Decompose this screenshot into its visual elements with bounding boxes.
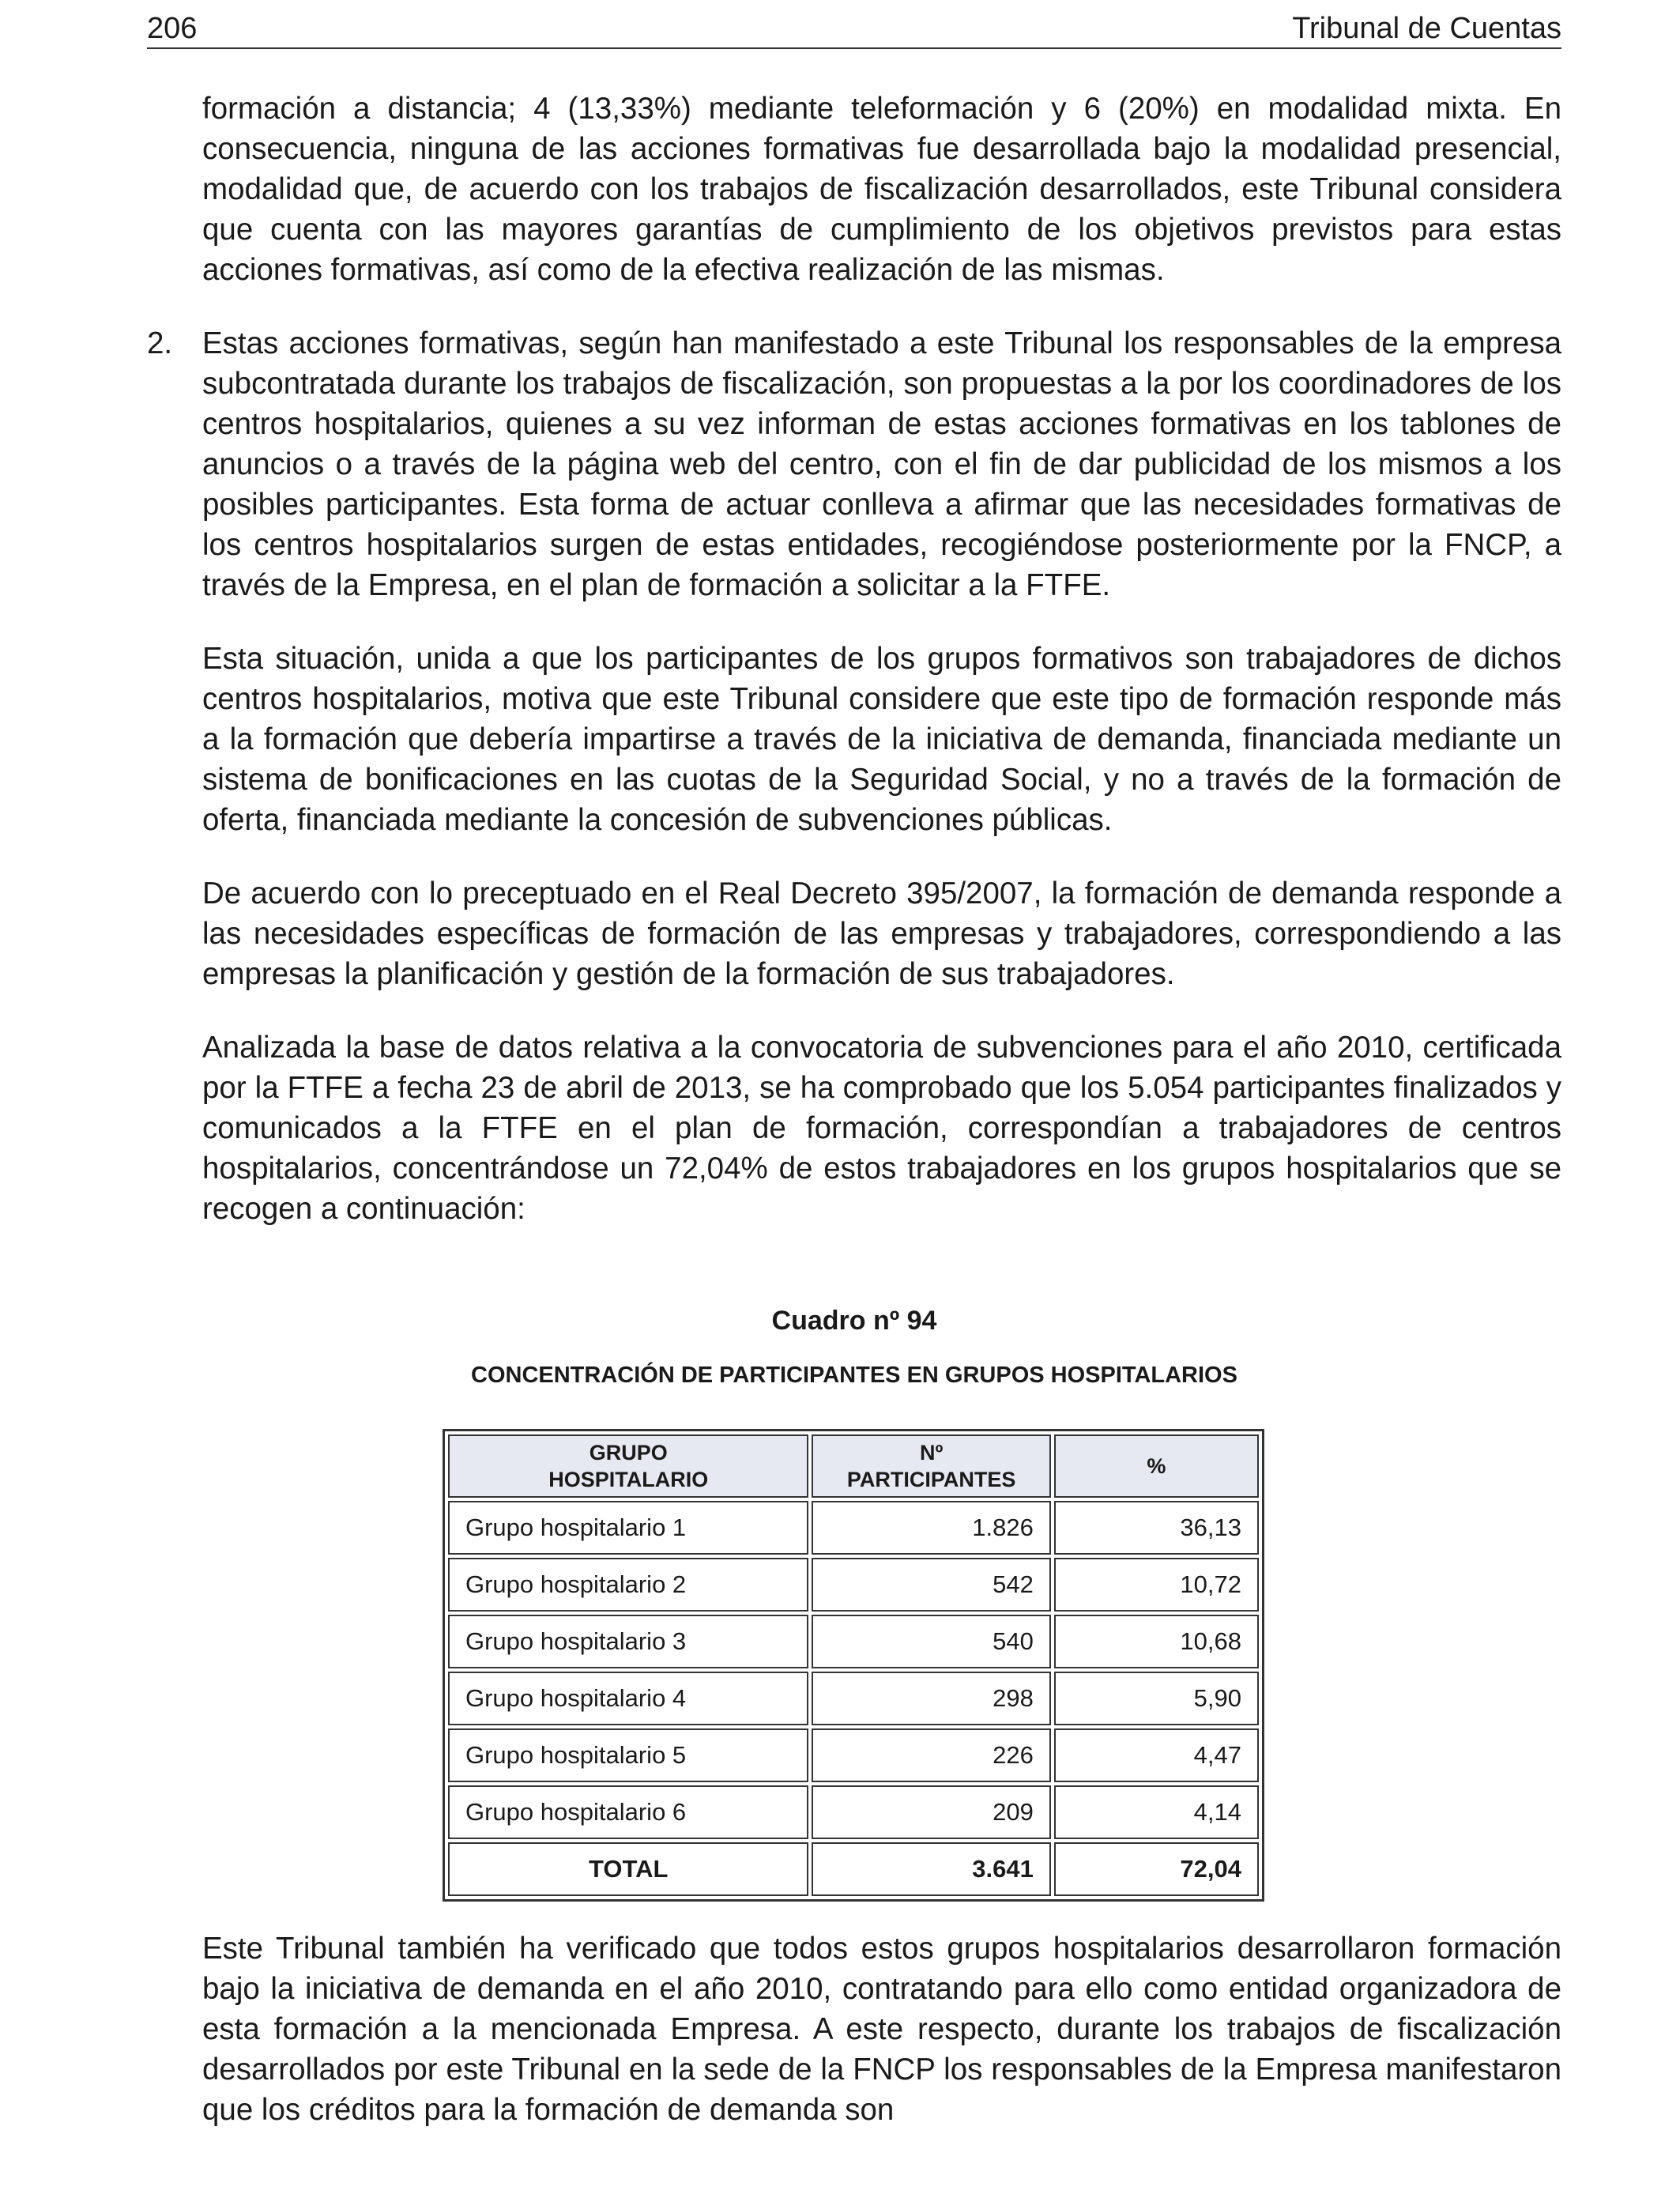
page-number: 206 — [147, 12, 198, 45]
column-header-percent: % — [1054, 1434, 1259, 1498]
table-row — [448, 1501, 1259, 1555]
table-title: CONCENTRACIÓN DE PARTICIPANTES EN GRUPOS HOSPITALARIOS — [471, 1363, 1237, 1388]
cell-group: Grupo hospitalario 4 — [448, 1672, 808, 1725]
table-row — [448, 1728, 1259, 1782]
table-row — [448, 1615, 1259, 1668]
column-header-participants: Nº PARTICIPANTES — [812, 1434, 1050, 1498]
cell-percent: 36,13 — [1054, 1501, 1259, 1555]
table-row — [448, 1785, 1259, 1839]
table-caption: Cuadro nº 94 — [771, 1306, 937, 1336]
paragraph: Analizada la base de datos relativa a la convocatoria de subvenciones para el año 2010, certificada por la FTFE a fecha 23 de abril de 2013, se ha comprobado que los 5.054 participantes finalizados y comunicados a la FTFE en el plan de formación, correspondían a trabajadores de centros hospitalarios, concentrándose un 72,04% de estos trabajadores en los grupos hospitalarios que se recogen a continuación: — [202, 1031, 1561, 1226]
table-row — [448, 1672, 1259, 1725]
cell-participants: 542 — [812, 1558, 1050, 1612]
running-title: Tribunal de Cuentas — [1292, 12, 1561, 45]
cell-group: Grupo hospitalario 5 — [448, 1728, 808, 1782]
cell-participants: 298 — [812, 1672, 1050, 1725]
cell-total-label: TOTAL — [448, 1842, 808, 1896]
list-number: 2. — [147, 326, 173, 360]
cell-percent: 10,72 — [1054, 1558, 1259, 1612]
cell-percent: 5,90 — [1054, 1672, 1259, 1725]
body-text — [147, 89, 1561, 1262]
cell-group: Grupo hospitalario 2 — [448, 1558, 808, 1612]
cell-participants: 226 — [812, 1728, 1050, 1782]
paragraph: formación a distancia; 4 (13,33%) mediante teleformación y 6 (20%) en modalidad mixta. En consecuencia, ninguna de las acciones formativas fue desarrollada bajo la modalidad presencial, modalidad que, de acuerdo con los trabajos de fiscalización desarrollados, este Tribunal considera que cuenta con las mayores garantías de cumplimiento de los objetivos previstos para estas acciones formativas, así como de la efectiva realización de las mismas. — [202, 92, 1561, 287]
cell-percent: 4,14 — [1054, 1785, 1259, 1839]
cell-group: Grupo hospitalario 3 — [448, 1615, 808, 1668]
cell-total-participants: 3.641 — [812, 1842, 1050, 1896]
cell-percent: 10,68 — [1054, 1615, 1259, 1668]
column-header-group: GRUPO HOSPITALARIO — [448, 1434, 808, 1498]
table-header-row — [448, 1434, 1259, 1498]
cell-group: Grupo hospitalario 6 — [448, 1785, 808, 1839]
cell-group: Grupo hospitalario 1 — [448, 1501, 808, 1555]
participants-table — [443, 1429, 1264, 1902]
cell-participants: 1.826 — [812, 1501, 1050, 1555]
page-header — [147, 11, 1561, 49]
paragraph: Este Tribunal también ha verificado que todos estos grupos hospitalarios desarrollaron formación bajo la iniciativa de demanda en el año 2010, contratando para ello como entidad organizadora de esta formación a la mencionada Empresa. A este respecto, durante los trabajos de fiscalización desarrollados por este Tribunal en la sede de la FNCP los responsables de la Empresa manifestaron que los créditos para la formación de demanda son — [202, 1932, 1561, 2127]
list-item — [147, 323, 1561, 605]
paragraph: De acuerdo con lo preceptuado en el Real Decreto 395/2007, la formación de demanda responde a las necesidades específicas de formación de las empresas y trabajadores, correspondiendo a las empresas la planificación y gestión de la formación de sus trabajadores. — [202, 876, 1561, 991]
table-row — [448, 1558, 1259, 1612]
cell-participants: 209 — [812, 1785, 1050, 1839]
cell-participants: 540 — [812, 1615, 1050, 1668]
paragraph: Esta situación, unida a que los participantes de los grupos formativos son trabajadores de dichos centros hospitalarios, motiva que este Tribunal considere que este tipo de formación responde más a la formación que debería impartirse a través de la iniciativa de demanda, financiada mediante un sistema de bonificaciones en las cuotas de la Seguridad Social, y no a través de la formación de oferta, financiada mediante la concesión de subvenciones públicas. — [202, 642, 1561, 837]
paragraph: Estas acciones formativas, según han manifestado a este Tribunal los responsables de la empresa subcontratada durante los trabajos de fiscalización, son propuestas a la por los coordinadores de los centros hospitalarios, quienes a su vez informan de estas acciones formativas en los tablones de anuncios o a través de la página web del centro, con el fin de dar publicidad de los mismos a los posibles participantes. Esta forma de actuar conlleva a afirmar que las necesidades formativas de los centros hospitalarios surgen de estas entidades, recogiéndose posteriormente por la FNCP, a través de la Empresa, en el plan de formación a solicitar a la FTFE. — [202, 326, 1561, 602]
table-total-row — [448, 1842, 1259, 1896]
cell-total-percent: 72,04 — [1054, 1842, 1259, 1896]
cell-percent: 4,47 — [1054, 1728, 1259, 1782]
body-text-continued — [202, 1928, 1561, 2130]
